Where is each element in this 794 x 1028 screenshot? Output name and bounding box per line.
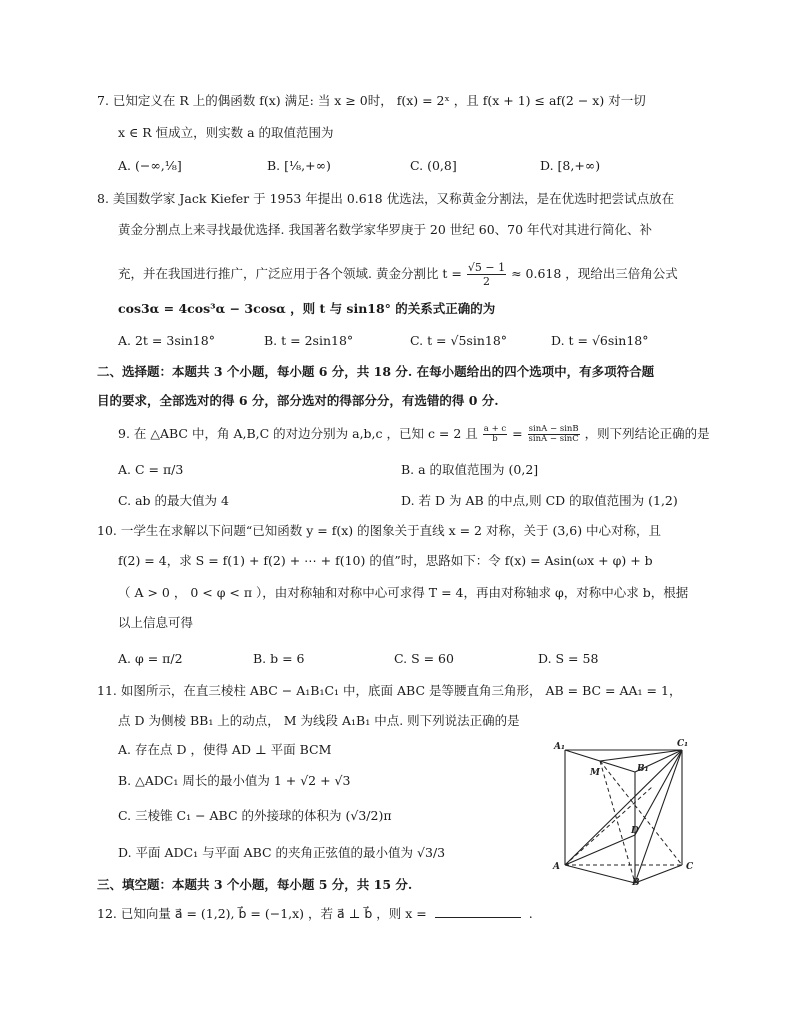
prism-figure [540, 735, 700, 885]
section3-heading: 三、填空题：本题共 3 个小题，每小题 5 分，共 15 分. [97, 877, 413, 892]
q11-option-a: A. 存在点 D ，使得 AD ⊥ 平面 BCM [118, 742, 332, 757]
q11-option-d: D. 平面 ADC₁ 与平面 ABC 的夹角正弦值的最小值为 √3/3 [118, 845, 446, 860]
section2-heading-line2: 目的要求，全部选对的得 6 分，部分选对的得部分分，有选错的得 0 分. [97, 393, 499, 408]
q9-option-d: D. 若 D 为 AB 的中点,则 CD 的取值范围为 (1,2) [401, 493, 678, 508]
q8-stem-line3-text: 充，并在我国进行推广，广泛应用于各个领域. 黄金分割比 t = [118, 266, 462, 281]
label-C: C [686, 862, 694, 872]
q9-fraction-right-num: sinA − sinB [528, 424, 579, 434]
segment-AC1 [565, 750, 682, 865]
segment-DC1 [635, 750, 682, 835]
q9-fraction-right [528, 425, 580, 444]
q7-stem-line2: x ∈ R 恒成立，则实数 a 的取值范围为 [118, 125, 334, 140]
q7-option-b: B. [⅛,+∞) [267, 158, 331, 173]
q10-option-a: A. φ = π/2 [118, 651, 183, 666]
q7-option-a: A. (−∞,⅛] [118, 158, 182, 173]
segment-MC-hidden [600, 761, 682, 865]
q8-stem-line4: cos3α = 4cos³α − 3cosα ，则 t 与 sin18° 的关系式正确的为 [118, 301, 496, 316]
q9-equals: = [512, 426, 523, 441]
q11-option-c: C. 三棱锥 C₁ − ABC 的外接球的体积为 (√3/2)π [118, 808, 392, 823]
q9-fraction-left [483, 425, 507, 444]
label-C1: C₁ [677, 739, 689, 749]
q9-stem [118, 425, 710, 444]
label-M: M [590, 768, 600, 778]
q10-stem-line3: （ A > 0 ， 0 < φ < π ），由对称轴和对称中心可求得 T = 4，再由对称轴求 φ，对称中心求 b，根据 [118, 585, 689, 600]
golden-ratio-denominator: 2 [483, 275, 490, 288]
q8-option-c: C. t = √5sin18° [410, 333, 508, 348]
q8-stem-line3-tail: ≈ 0.618 ，现给出三倍角公式 [511, 266, 678, 281]
q8-stem-line3 [118, 261, 678, 288]
q9-stem-text: 9. 在 △ABC 中，角 A,B,C 的对边分别为 a,b,c ，已知 c = 2 且 [118, 426, 478, 441]
q10-stem-line2: f(2) = 4，求 S = f(1) + f(2) + ⋯ + f(10) 的值”时，思路如下：令 f(x) = Asin(ωx + φ) + b [118, 553, 653, 568]
edge-AB [565, 865, 635, 883]
q8-stem-line2: 黄金分割点上来寻找最优选择. 我国著名数学家华罗庚于 20 世纪 60、70 年代对其进行简化、补 [118, 222, 653, 237]
label-D: D [631, 826, 639, 836]
segment-AM-hidden [565, 787, 652, 865]
q9-fraction-left-num: a + c [483, 424, 507, 434]
q9-fraction-right-den: sinA − sinC [528, 434, 579, 444]
q8-option-d: D. t = √6sin18° [551, 333, 649, 348]
label-B: B [632, 878, 640, 885]
label-B1: B₁ [637, 764, 649, 774]
q8-stem-line1: 8. 美国数学家 Jack Kiefer 于 1953 年提出 0.618 优选法，又称黄金分割法，是在优选时把尝试点放在 [97, 191, 675, 206]
edge-BC [635, 865, 682, 883]
label-A1: A₁ [554, 742, 565, 752]
label-A: A [553, 862, 560, 872]
section2-heading-line1: 二、选择题：本题共 3 个小题，每小题 6 分，共 18 分. 在每小题给出的四个选项中，有多项符合题 [97, 364, 655, 379]
q11-option-b: B. △ADC₁ 周长的最小值为 1 + √2 + √3 [118, 773, 351, 788]
q10-option-d: D. S = 58 [538, 651, 599, 666]
segment-AD [565, 835, 635, 865]
q9-option-b: B. a 的取值范围为 (0,2] [401, 462, 539, 477]
golden-ratio-numerator: √5 − 1 [467, 261, 506, 274]
q12-answer-blank[interactable] [435, 905, 521, 918]
q7-option-d: D. [8,+∞) [540, 158, 601, 173]
q10-option-b: B. b = 6 [253, 651, 305, 666]
q12-stem-text: 12. 已知向量 a⃗ = (1,2), b⃗ = (−1,x) ，若 a⃗ ⊥ b⃗ ，则 x = [97, 906, 427, 921]
q9-option-c: C. ab 的最大值为 4 [118, 493, 229, 508]
q11-stem-line2: 点 D 为侧棱 BB₁ 上的动点， M 为线段 A₁B₁ 中点. 则下列说法正确的是 [118, 713, 520, 728]
q9-stem-tail: ，则下列结论正确的是 [584, 426, 710, 441]
q10-option-c: C. S = 60 [394, 651, 454, 666]
q8-option-b: B. t = 2sin18° [264, 333, 354, 348]
golden-ratio-fraction [467, 261, 506, 288]
q10-stem-line1: 10. 一学生在求解以下问题“已知函数 y = f(x) 的图象关于直线 x = 2 对称，关于 (3,6) 中心对称，且 [97, 523, 662, 538]
q12-stem-end: . [528, 906, 533, 921]
q10-stem-line4: 以上信息可得 [118, 615, 194, 630]
q7-option-c: C. (0,8] [410, 158, 457, 173]
q12-stem [97, 905, 533, 923]
q11-stem-line1: 11. 如图所示，在直三棱柱 ABC − A₁B₁C₁ 中，底面 ABC 是等腰直角三角形， AB = BC = AA₁ = 1， [97, 683, 682, 698]
q8-option-a: A. 2t = 3sin18° [118, 333, 215, 348]
q7-stem-line1: 7. 已知定义在 R 上的偶函数 f(x) 满足: 当 x ≥ 0时， f(x) = 2ˣ ，且 f(x + 1) ≤ af(2 − x) 对一切 [97, 93, 646, 108]
q9-fraction-left-den: b [492, 434, 498, 444]
q9-option-a: A. C = π/3 [118, 462, 184, 477]
